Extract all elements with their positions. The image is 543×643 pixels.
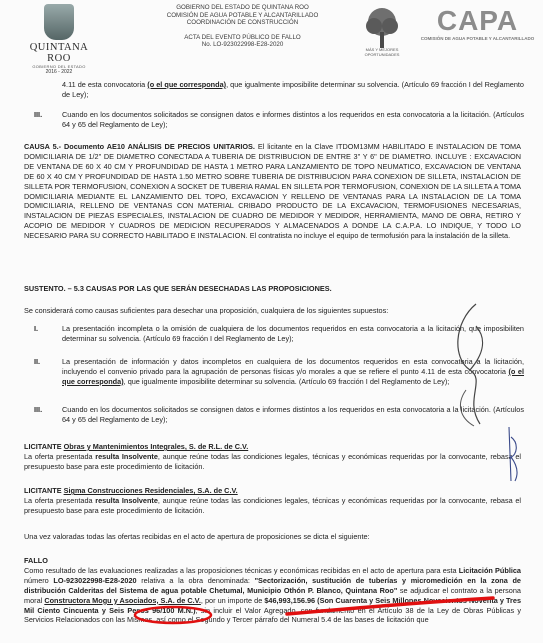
capa-title: CAPA xyxy=(436,5,519,36)
item-number: III. xyxy=(34,405,43,414)
paragraph-item-iii-repeat: Cuando en los documentos solicitados se consignen datos e informes distintos a los requeridos en esta convocatoria a la licitación. (Artículos 64 y 65 del Reglamento de Ley); xyxy=(62,405,524,424)
paragraph-causas-intro: Se considerará como causas suficientes para desechar una proposición, cualquiera de los siguientes supuestos: xyxy=(24,306,389,315)
state-years: 2016 - 2022 xyxy=(45,69,73,75)
state-name: QUINTANA ROO xyxy=(29,42,89,64)
paragraph-valoradas: Una vez valoradas todas las ofertas recibidas en el acto de apertura de proposiciones se dicta el siguiente: xyxy=(24,532,370,541)
licitante-name: Obras y Mantenimientos Integrales, S. de R.L. de C.V. xyxy=(63,442,249,451)
red-underline-mark xyxy=(285,596,495,618)
tree-slogan: MÁS Y MEJORES OPORTUNIDADES xyxy=(364,47,400,57)
paragraph-item-i: La presentación incompleta o la omisión de cualquiera de los documentos requeridos en esta convocatoria a la licitación, que imposibiliten determinar su solvencia. (Artículo 69 fracción I del Reglamento de Ley); xyxy=(62,324,524,343)
item-number: II. xyxy=(34,357,41,366)
red-circle-mark xyxy=(133,605,213,625)
licitante-name: Sigma Construcciones Residenciales, S.A. de C.V. xyxy=(63,486,238,495)
state-sub: GOBIERNO DEL ESTADO xyxy=(32,64,86,69)
paragraph-licitante-1: LICITANTE Obras y Mantenimientos Integrales, S. de R.L. de C.V. La oferta presentada resulta Insolvente, aunque reúne todas las condiciones legales, técnicas y económicas requeridas por la convocante, rebasa el presupuesto base para este procedimiento de licitación. xyxy=(24,442,521,471)
paragraph-convocatoria-tail: 4.11 de esta convocatoria (o el que corresponda), que igualmente imposibilite determinar su solvencia. (Artículo 69 fracción I del Reglamento de Ley); xyxy=(62,80,524,99)
sustento-heading: SUSTENTO. – 5.3 CAUSAS POR LAS QUE SERÁN DESECHADAS LAS PROPOSICIONES. xyxy=(24,284,332,293)
paragraph-item-ii: La presentación de información y datos incompletos en cualquiera de los documentos requeridos en esta convocatoria a la licitación, incluyendo el convenio privado para la agrupación de personas físicas y/o morales a que se refiere el punto 4.11 de esta convocatoria (o el que corresponda), que igualmente imposibilite determinar su solvencia. (Artículo 69 fracción I del Reglamento de Ley); xyxy=(62,357,525,386)
item-number: I. xyxy=(34,324,39,333)
paragraph-causa-5: CAUSA 5.- Documento AE10 ANÁLISIS DE PRECIOS UNITARIOS. El licitante en la Clave ITDOM13MM HABILITADO E INSTALACION DE TOMA DOMICILIARIA DE 1/2" DE DIAMETRO CONECTADA A TUBERIA DE DISTRIBUCION DE ENTRE 3" Y 6" DE DIAMETRO. INCLUYE : EXCAVACION DE VENTANA DE 60 X 40 CM Y PROFUNDIDAD DE HASTA 1 METRO PARA LANZAMIENTO DE TOPO NEUMATICO, EXCAVACION DE VENTANA DE 60 X 40 CM Y PROFUNDIDAD DE HASTA 1.50 METRO SOBRE TUBERIA DE DISTRIBUCION PARA CONEXION DE SILLETA, INSTALACION DE SILLETA POR TERMOFUSION, CONEXION A SOCKET DE TUBERIA RAMAL EN SILLETA POR TERMOFUSION, CONEXION DE LA SILLETA A TOMA DOMICILIARIA MEDIANTE EL LANZAMIENTO DEL TOPO, EXCAVACION Y RELLENO DE VENTANAS PARA LA INSTALACION DE LA TOMA DOMICILIARIA, RELLENO DE VENTANAS CON MATERIAL CRIBADO PRODUCTO DE LA EXCAVACION, TERMOFUSIONES NECESARIAS, INSTALACION DE PIEZAS ESPECIALES, INSTALACION DE CUADRO DE MEDIDOR Y MEDIDOR, HERRAMIENTA, MANO DE OBRA, RETIRO Y ACOPIO DE MEDIDOR Y CUADROS DE MEDICION RECUPERADOS Y ALMACENADOS A DONDE LA C.A.P.A. LO INDIQUE, Y TODO LO NECESARIO PARA SU CORRECTO HABILITADO E INSTALACION. El contratista no incluye el equipo de termofusión para la instalación de la silleta. xyxy=(24,142,521,241)
gov-line-3: COORDINACIÓN DE CONSTRUCCIÓN xyxy=(186,19,299,27)
capa-logo xyxy=(420,6,535,42)
doc-number: No. LO-923022998-E28-2020 xyxy=(201,41,284,49)
fallo-title: FALLO xyxy=(24,556,48,565)
quintana-roo-logo xyxy=(26,4,92,74)
state-emblem-icon xyxy=(44,4,74,40)
gov-line-2: COMISIÓN DE AGUA POTABLE Y ALCANTARILLADO xyxy=(166,11,319,19)
document-header xyxy=(0,0,543,78)
gov-line-1: GOBIERNO DEL ESTADO DE QUINTANA ROO xyxy=(176,4,309,11)
item-number: III. xyxy=(34,110,43,119)
handwritten-signature xyxy=(446,300,496,430)
paragraph-licitante-2: LICITANTE Sigma Construcciones Residenciales, S.A. de C.V. La oferta presentada resulta Insolvente, aunque reúne todas las condiciones legales, técnicas y económicas requeridas por la convocante, rebasa el presupuesto base para este procedimiento de licitación. xyxy=(24,486,521,515)
winning-amount: $46,993,156.96 xyxy=(264,595,316,605)
capa-subtitle: COMISIÓN DE AGUA POTABLE Y ALCANTARILLADO xyxy=(420,36,535,41)
winner-name: Constructora Mogu y Asociados, S.A. de C.V. xyxy=(44,595,201,605)
fallo-section: FALLO Como resultado de las evaluaciones realizadas a las proposiciones técnicas y económicas recibidas en el acto de apertura para esta Licitación Pública número LO-923022998-E28-2020 relativa a la obra denominada: "Sectorización, sustitución de tuberías y micromedición en la zona de distribución Calderitas del Sistema de agua potable Chetumal, Municipio Othón P. Blanco, Quintana Roo" se adjudicar el contrato a la persona moral Constructora Mogu y Asociados, S.A. de C.V., por un importe de $46,993,156.96 (Son Cuarenta y Seis Millones Novecientos Noventa y Tres Mil Ciento Cincuenta y Seis Pesos 96/100 M.N.), sin incluir el Valor Agregado, con fundamento en el Artículo 38 de la Ley de Obras Públicas y Servicios Relacionados con las Mismas, así como el Segundo y Tercer párrafo del Numeral 5.4 de las bases de licitación que xyxy=(24,556,522,625)
paragraph-item-iii: Cuando en los documentos solicitados se consignen datos e informes distintos a los requeridos en esta convocatoria a la licitación. (Artículos 64 y 65 del Reglamento de Ley); xyxy=(62,110,524,129)
header-text xyxy=(120,4,365,49)
handwritten-mark xyxy=(505,425,521,485)
doc-title: ACTA DEL EVENTO PÚBLICO DE FALLO xyxy=(184,33,301,41)
